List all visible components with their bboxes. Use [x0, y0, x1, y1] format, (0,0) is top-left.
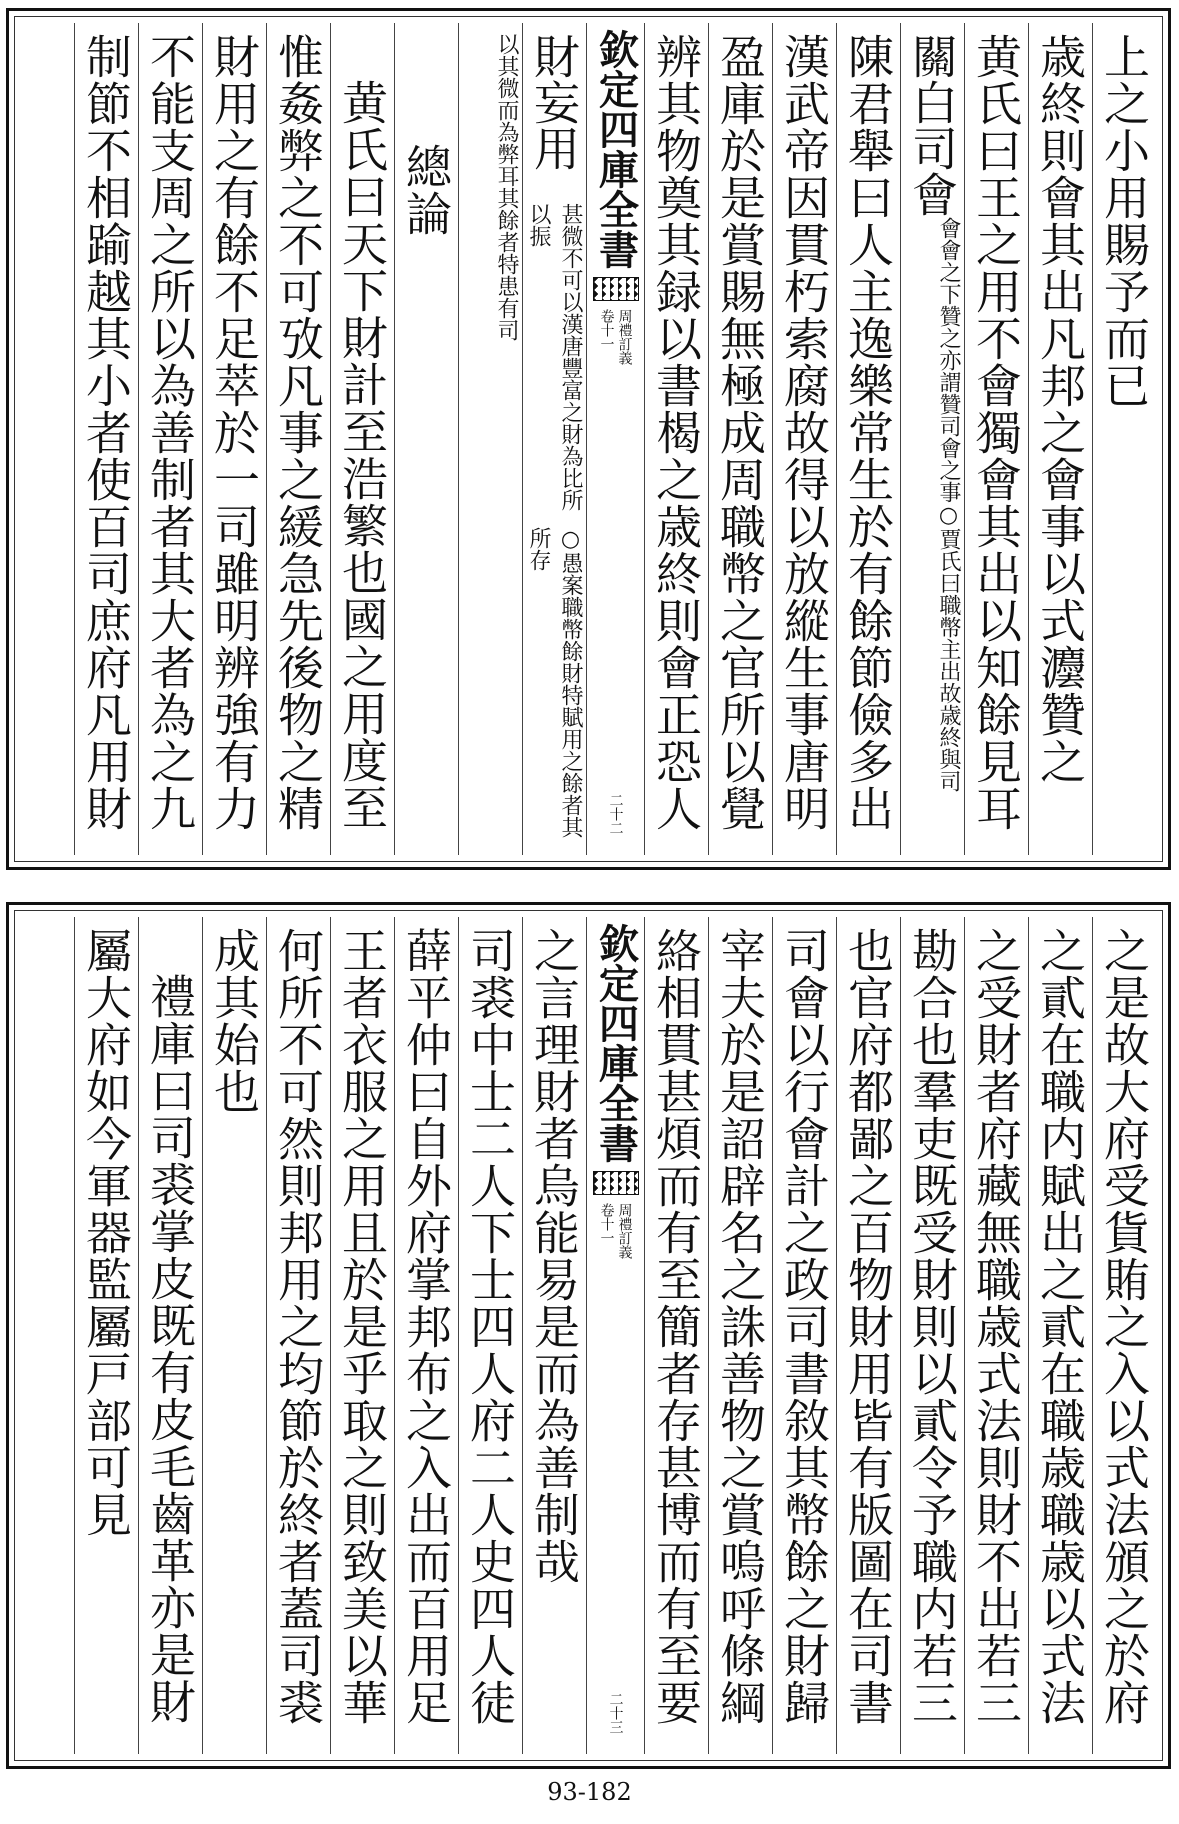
commentary-column	[458, 23, 522, 855]
chapter-label	[599, 309, 633, 365]
top-columns	[21, 23, 1156, 855]
commentary-right: 其餘者特患有司	[494, 187, 519, 341]
text-column: 絡相貫甚煩而有至簡者存甚博而有至要	[644, 917, 708, 1754]
chapter-title: 周禮訂義	[616, 309, 633, 365]
book-title: 欽定四庫全書	[592, 29, 640, 269]
text-column: 辨其物奠其録以書楬之歳終則會正恐人	[644, 23, 708, 855]
commentary-left: 以其微而為弊耳	[494, 33, 519, 187]
text-column: 之是故大府受貨賄之入以式法頒之於府	[1092, 917, 1156, 1754]
text-column: 制節不相踰越其小者使百司庶府凡用財	[74, 23, 138, 855]
text-column: 禮庫曰司裘掌皮既有皮毛齒革亦是財	[138, 917, 202, 1754]
text-column: 之言理財者烏能易是而為善制哉	[522, 917, 586, 1754]
text-column: 黄氏曰天下財計至浩繁也國之用度至	[330, 23, 394, 855]
text-column: 上之小用賜予而已	[1092, 23, 1156, 855]
text-column: 屬大府如今軍器監屬戸部可見	[74, 917, 138, 1754]
center-fold	[586, 917, 644, 1754]
text-column: 宰夫於是詔辟名之誅善物之賞嗚呼條綱	[708, 917, 772, 1754]
center-fold	[586, 23, 644, 855]
fish-tail-mark	[593, 277, 639, 301]
fish-tail-mark	[593, 1171, 639, 1195]
text-column: 陳君舉曰人主逸樂常生於有餘節儉多出	[836, 23, 900, 855]
text-column: 財用之有餘不足萃於一司雖明辨強有力	[202, 23, 266, 855]
text-column: 也官府都鄙之百物財用皆有版圖在司書	[836, 917, 900, 1754]
text-column: 司裘中士二人下士四人府二人史四人徒	[458, 917, 522, 1754]
main-text: 財妄用	[527, 33, 581, 171]
chapter-volume: 卷十一	[598, 309, 615, 351]
text-column: 之貳在職内賦出之貳在職歳職歳以式法	[1028, 917, 1092, 1754]
annotated-column	[522, 23, 586, 855]
text-column: 惟姦弊之不可攷凡事之緩急先後物之精	[266, 23, 330, 855]
leaf-number: 二十三	[607, 1692, 624, 1734]
text-column: 薛平仲曰自外府掌邦布之入出而百用足	[394, 917, 458, 1754]
book-title: 欽定四庫全書	[592, 923, 640, 1163]
page-number: 93-182	[547, 1778, 632, 1806]
top-page-panel	[6, 8, 1171, 870]
commentary-right: ○愚案職幣餘財特賦用之餘者其所存	[526, 527, 583, 839]
text-column: 歳終則會其出凡邦之會事以式灋贊之	[1028, 23, 1092, 855]
leaf-number: 二十二	[607, 793, 624, 835]
commentary-right: ○賈氏曰職幣主出故歳終與司	[936, 503, 961, 792]
text-column: 不能支周之所以為善制者其大者為之九	[138, 23, 202, 855]
text-column: 之受財者府藏無職歳式法則財不出若三	[964, 917, 1028, 1754]
annotated-column	[900, 23, 964, 855]
text-column: 勘合也羣吏既受財則以貳令予職内若三	[900, 917, 964, 1754]
bottom-columns	[21, 917, 1156, 1754]
chapter-volume: 卷十一	[598, 1203, 615, 1245]
text-column: 王者衣服之用且於是乎取之則致美以華	[330, 917, 394, 1754]
bottom-page-panel	[6, 902, 1171, 1769]
chapter-label	[599, 1203, 633, 1259]
text-column: 司會以行會計之政司書敘其幣餘之財歸	[772, 917, 836, 1754]
text-column: 成其始也	[202, 917, 266, 1754]
commentary-left: 會會之下贊之亦謂贊司會之事	[936, 217, 961, 503]
section-heading: 總論	[394, 23, 458, 855]
text-column: 漢武帝因貫朽索腐故得以放縱生事唐明	[772, 23, 836, 855]
text-column: 黄氏曰王之用不會獨會其出以知餘見耳	[964, 23, 1028, 855]
commentary-left: 甚微不可以漢唐豐富之財為比所以振	[526, 202, 583, 511]
chapter-title: 周禮訂義	[616, 1203, 633, 1259]
text-column: 何所不可然則邦用之均節於終者蓋司裘	[266, 917, 330, 1754]
text-column: 盈庫於是賞賜無極成周職幣之官所以覺	[708, 23, 772, 855]
main-text: 關白司會	[905, 33, 959, 217]
